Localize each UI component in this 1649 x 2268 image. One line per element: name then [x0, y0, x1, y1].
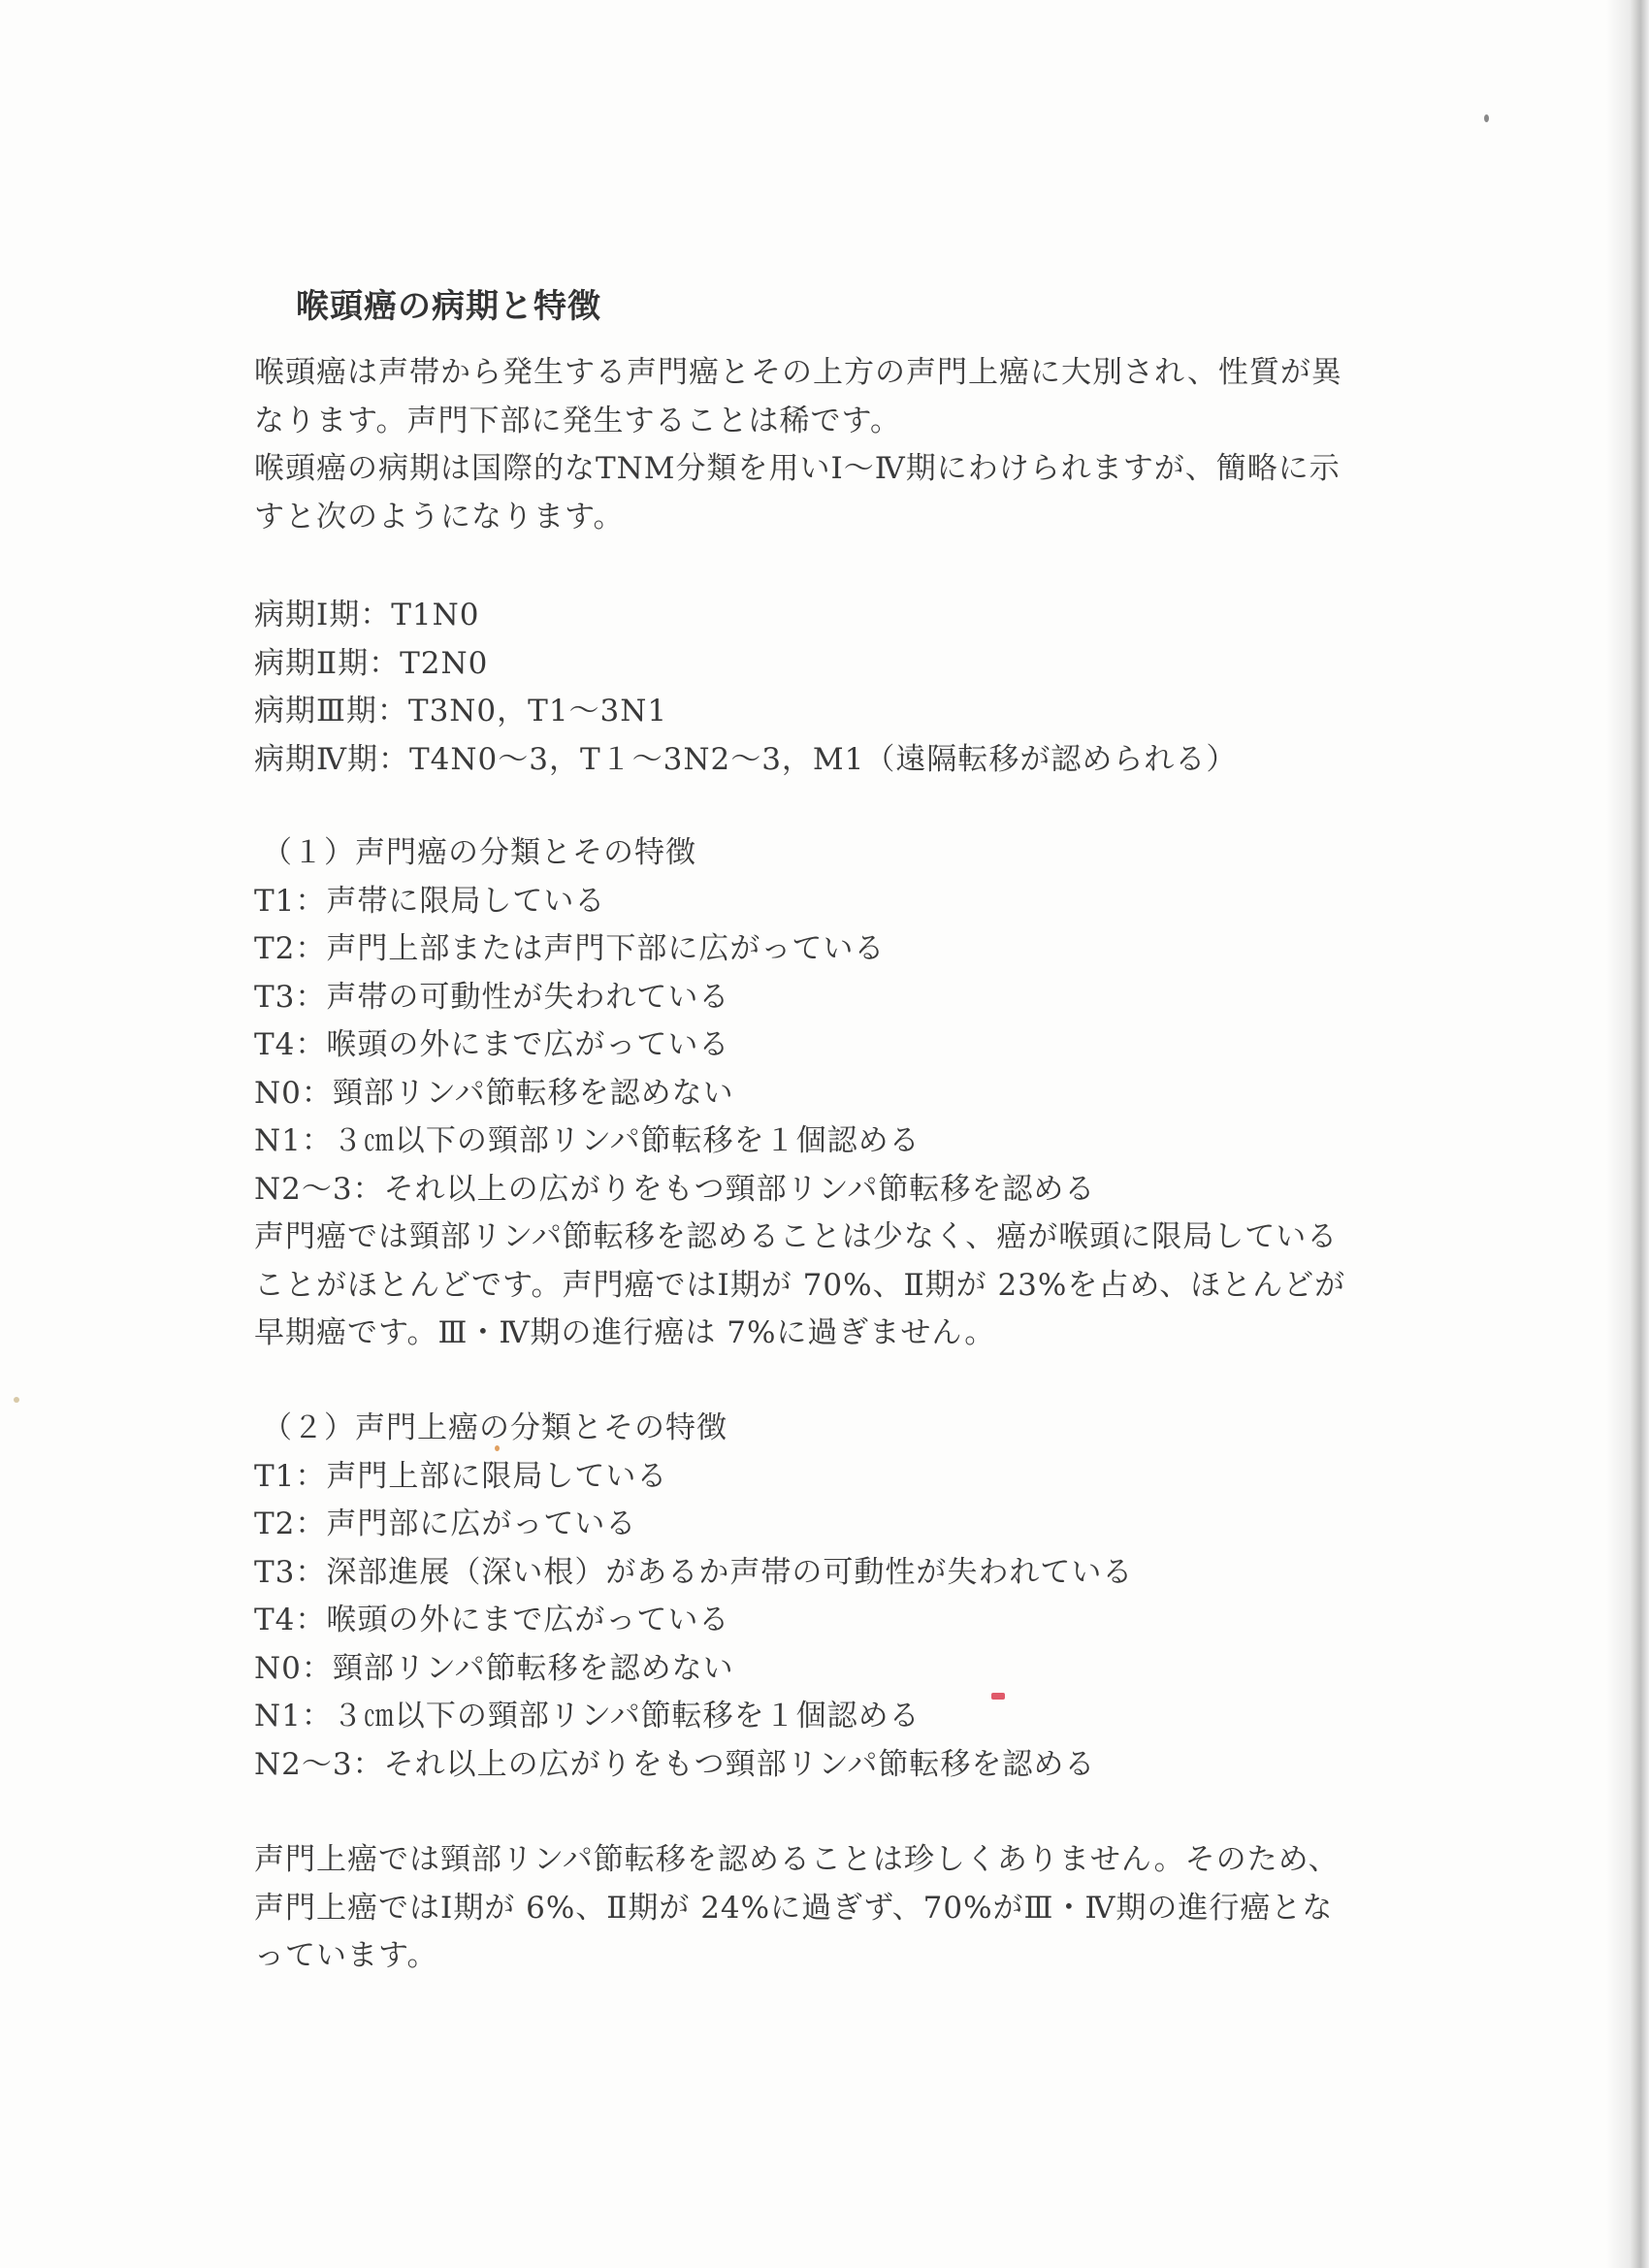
intro-line: 喉頭癌は声帯から発生する声門癌とその上方の声門上癌に大別され、性質が異 [254, 355, 1342, 390]
supraglottic-summary [254, 1836, 1418, 1981]
classification-item: N1：３㎝以下の頸部リンパ節転移を１個認める [254, 1699, 921, 1733]
intro-line: なります。声門下部に発生することは稀です。 [254, 403, 902, 438]
classification-item: T4：喉頭の外にまで広がっている [254, 1027, 730, 1062]
scan-speck [14, 1397, 19, 1403]
scan-edge-shadow [1606, 0, 1649, 2268]
classification-item: N0：頸部リンパ節転移を認めない [254, 1650, 734, 1686]
classification-item: T2：声門上部または声門下部に広がっている [254, 931, 886, 966]
intro-line: 喉頭癌の病期は国際的なTNM分類を用いⅠ～Ⅳ期にわけられますが、簡略に示 [254, 451, 1341, 486]
classification-item: N0：頸部リンパ節転移を認めない [254, 1075, 734, 1111]
classification-item: T1：声帯に限局している [254, 883, 606, 919]
page-title: 喉頭癌の病期と特徴 [296, 287, 601, 326]
classification-item: N2～3：それ以上の広がりをもつ頸部リンパ節転移を認める [254, 1171, 1096, 1207]
summary-line: ことがほとんどです。声門癌ではⅠ期が 70%、Ⅱ期が 23%を占め、ほとんどが [254, 1267, 1346, 1303]
scan-speck [1484, 114, 1489, 122]
summary-line: 声門上癌では頸部リンパ節転移を認めることは珍しくありません。そのため、 [254, 1842, 1340, 1877]
stage-item: 病期Ⅳ期：T4N0～3，T１～3N2～3，M1（遠隔転移が認められる） [254, 741, 1238, 777]
section-supraglottic [254, 1405, 1418, 1789]
classification-item: T3：声帯の可動性が失われている [254, 979, 730, 1015]
stage-list [254, 592, 1418, 784]
classification-item: T3：深部進展（深い根）があるか声帯の可動性が失われている [254, 1554, 1134, 1590]
classification-item: T2：声門部に広がっている [254, 1507, 637, 1541]
summary-line: 声門癌では頸部リンパ節転移を認めることは少なく、癌が喉頭に限局している [254, 1219, 1339, 1254]
intro-block [254, 349, 1418, 541]
classification-item: T4：喉頭の外にまで広がっている [254, 1603, 730, 1637]
summary-line: 声門上癌ではⅠ期が 6%、Ⅱ期が 24%に過ぎず、70%がⅢ・Ⅳ期の進行癌とな [254, 1890, 1334, 1926]
stage-item: 病期Ⅰ期：T1N0 [254, 598, 480, 632]
stage-item: 病期Ⅱ期：T2N0 [254, 645, 489, 681]
section-glottic [254, 829, 1418, 1358]
classification-item: N2～3：それ以上の広がりをもつ頸部リンパ節転移を認める [254, 1746, 1096, 1782]
section-heading: （２）声門上癌の分類とその特徴 [262, 1410, 728, 1445]
intro-line: すと次のようになります。 [254, 499, 625, 535]
stage-item: 病期Ⅲ期：T3N0，T1～3N1 [254, 694, 668, 729]
section-heading: （１）声門癌の分類とその特徴 [262, 835, 696, 870]
classification-item: N1：３㎝以下の頸部リンパ節転移を１個認める [254, 1123, 921, 1158]
summary-line: 早期癌です。Ⅲ・Ⅳ期の進行癌は 7%に過ぎません。 [254, 1315, 996, 1350]
summary-line: っています。 [254, 1938, 438, 1973]
classification-item: T1：声門上部に限局している [254, 1458, 668, 1494]
